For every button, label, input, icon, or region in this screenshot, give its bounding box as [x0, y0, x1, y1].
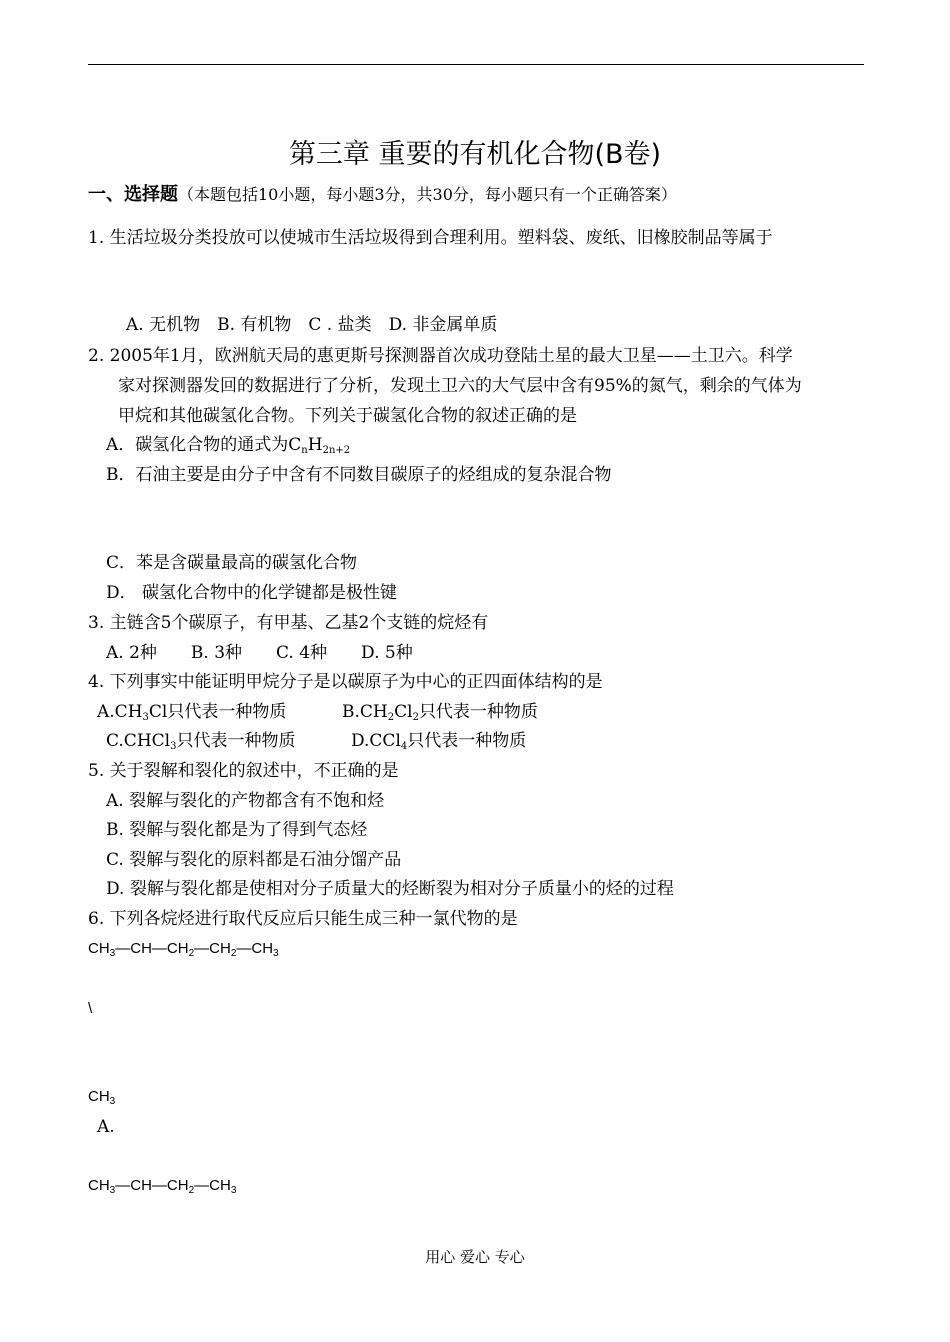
section-header — [88, 183, 677, 207]
q2-option-b: B．石油主要是由分子中含有不同数目碳原子的烃组成的复杂混合物 — [106, 465, 612, 485]
q4-option-a: $A.CH_3Cl$只代表一种物质 — [97, 702, 287, 723]
q4-option-b: $B.CH_2Cl_2$只代表一种物质 — [342, 702, 538, 723]
header-rule — [88, 64, 864, 65]
q1-options: A. 无机物 B. 有机物 C . 盐类 D. 非金属单质 — [126, 315, 498, 335]
q2-stem-line3: 甲烷和其他碳氢化合物。下列关于碳氢化合物的叙述正确的是 — [118, 406, 577, 426]
q2-option-c: C．苯是含碳量最高的碳氢化合物 — [106, 553, 358, 573]
section-note: （本题包括10小题，每小题3分，共30分，每小题只有一个正确答案） — [178, 185, 677, 204]
q2-stem-line1: 2. 2005年1月，欧洲航天局的惠更斯号探测器首次成功登陆土星的最大卫星——土卫六。科学 — [88, 346, 793, 366]
q4-option-c: C.CHCl$_3$只代表一种物质 — [106, 731, 296, 752]
q6-stem: 6. 下列各烷烃进行取代反应后只能生成三种一氯代物的是 — [88, 909, 518, 929]
q3-stem: 3. 主链含5个碳原子，有甲基、乙基2个支链的烷烃有 — [88, 613, 489, 633]
q4-stem: 4. 下列事实中能证明甲烷分子是以碳原子为中心的正四面体结构的是 — [88, 672, 603, 692]
q6-formula-1: $CH_3—CH—CH_2—CH_2—CH_3$ — [88, 940, 279, 959]
section-heading: 一、选择题 — [88, 184, 178, 205]
q5-option-c: C. 裂解与裂化的原料都是石油分馏产品 — [106, 850, 402, 870]
q2-stem-line2: 家对探测器发回的数据进行了分析，发现土卫六的大气层中含有95%的氮气，剩余的气体为 — [118, 376, 802, 396]
q2-option-a: A．碳氢化合物的通式为$C_nH_{2n+2}$ — [106, 435, 351, 456]
q1-stem: 1. 生活垃圾分类投放可以使城市生活垃圾得到合理利用。塑料袋、废纸、旧橡胶制品等属于 — [88, 228, 773, 248]
q5-option-a: A. 裂解与裂化的产物都含有不饱和烃 — [106, 791, 385, 811]
q6-option-a-label: A. — [97, 1117, 115, 1137]
page-footer: 用心 爱心 专心 — [425, 1248, 525, 1266]
q6-formula-2: $CH_3—CH—CH_2—CH_3$ — [88, 1177, 237, 1196]
q6-branch: $CH_3$ — [88, 1088, 116, 1107]
q2-option-d: D． 碳氢化合物中的化学键都是极性键 — [106, 583, 398, 603]
q3-options: A. 2种 B. 3种 C. 4种 D. 5种 — [106, 643, 413, 663]
q6-bond-symbol: \ — [88, 1000, 93, 1017]
q5-option-d: D. 裂解与裂化都是使相对分子质量大的烃断裂为相对分子质量小的烃的过程 — [106, 879, 674, 899]
q5-option-b: B. 裂解与裂化都是为了得到气态烃 — [106, 820, 368, 840]
q4-option-d: D.CCl$_4$只代表一种物质 — [351, 731, 527, 752]
q5-stem: 5. 关于裂解和裂化的叙述中，不正确的是 — [88, 761, 399, 781]
page-title: 第三章 重要的有机化合物(B卷) — [288, 139, 662, 170]
